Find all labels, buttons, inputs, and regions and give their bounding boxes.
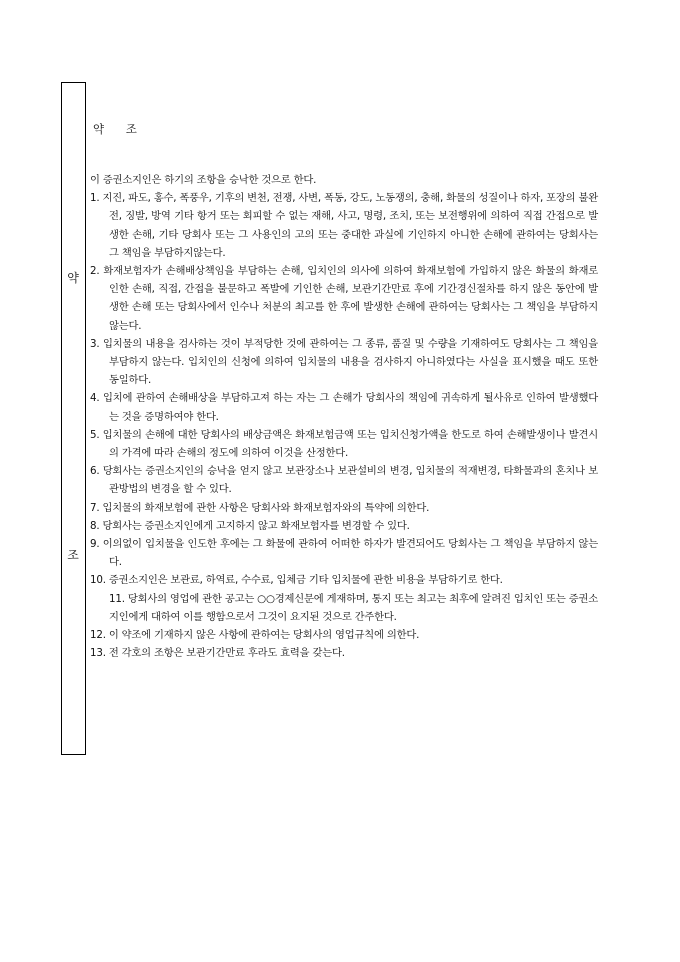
frame-inner-border: [85, 82, 86, 754]
term-item-11: 11. 당회사의 영업에 관한 공고는 ○○경제신문에 게재하며, 통지 또는 최고는 최후에 알려진 입치인 또는 증권소지인에게 대하여 이를 행함으로서 그것이 요지된 것으로 간주한다.: [109, 592, 598, 623]
term-item-10: 10. 증권소지인은 보관료, 하역료, 수수료, 입체금 기타 입치물에 관한 비용을 부담하기로 한다.: [90, 574, 503, 587]
term-item-2: 2. 화재보험자가 손해배상책임을 부담하는 손해, 입치인의 의사에 의하여 화재보험에 가입하지 않은 화물의 화재로 인한 손해, 직접, 간접을 불문하고 폭발에 기인한 손해, 보관기간만료 후에 기간경신절차를 하지 않은 동안에 발생한 손해 또는 당회사에서 인수나 처분의 최고를 한 후에 발생한 손해에 관하여는 당회사는 그 책임을 부담하지 않는다.: [90, 265, 598, 332]
term-item-12: 12. 이 약조에 기재하지 않은 사항에 관하여는 당회사의 영업규칙에 의한다.: [90, 629, 420, 642]
term-item-4: 4. 입치에 관하여 손해배상을 부담하고져 하는 자는 그 손해가 당회사의 책임에 귀속하게 될사유로 인하여 발생했다는 것을 증명하여야 한다.: [90, 392, 598, 423]
frame-left-border: [61, 82, 62, 754]
frame-bottom-rule: [61, 754, 86, 755]
term-item-9: 9. 이의없이 입치물을 인도한 후에는 그 화물에 관하여 어떠한 하자가 발견되어도 당회사는 그 책임을 부담하지 않는다.: [90, 538, 598, 569]
section-heading: 약 조: [93, 122, 146, 136]
term-item-5: 5. 입치물의 손해에 대한 당회사의 배상금액은 화재보험금액 또는 입치신청가액을 한도로 하여 손해발생이나 발견시의 가격에 따라 손해의 정도에 의하여 이것을 산정한다.: [90, 428, 598, 460]
terms-body: [90, 171, 598, 662]
terms-intro: 이 증권소지인은 하기의 조항을 승낙한 것으로 한다.: [90, 174, 317, 186]
term-item-6: 6. 당회사는 증권소지인의 승낙을 얻지 않고 보관장소나 보관설비의 변경, 입치물의 적재변경, 타화물과의 혼치나 보관방법의 변경을 할 수 있다.: [90, 465, 598, 496]
term-item-3: 3. 입치물의 내용을 검사하는 것이 부적당한 것에 관하여는 그 종류, 품질 및 수량을 기재하여도 당회사는 그 책임을 부담하지 않는다. 입치인의 신청에 의하여 입치물의 내용을 검사하지 아니하였다는 사실을 표시했을 때도 또한 동일하다.: [90, 337, 598, 387]
term-item-13: 13. 전 각호의 조항은 보관기간만료 후라도 효력을 갖는다.: [90, 647, 345, 660]
term-item-7: 7. 입치물의 화재보험에 관한 사항은 당회사와 화재보험자와의 특약에 의한다.: [90, 501, 430, 514]
term-item-1: 1. 지진, 파도, 홍수, 폭풍우, 기후의 변천, 전쟁, 사변, 폭동, 강도, 노동쟁의, 충해, 화물의 성질이나 하자, 포장의 불완전, 징발, 방역 기타 항거 또는 회피할 수 없는 재해, 사고, 명령, 조치, 또는 보전행위에 의하여 직접 간접으로 발생한 손해, 기타 당회사 또는 그 사용인의 고의 또는 중대한 과실에 기인하지 아니한 손해에 관하여는 당회사는 그 책임을 부담하지않는다.: [90, 192, 598, 259]
side-label-bottom: 조: [67, 548, 79, 562]
side-label-top: 약: [67, 271, 79, 285]
frame-top-rule: [61, 82, 86, 83]
term-item-8: 8. 당회사는 증권소지인에게 고지하지 않고 화재보험자를 변경할 수 있다.: [90, 519, 410, 532]
